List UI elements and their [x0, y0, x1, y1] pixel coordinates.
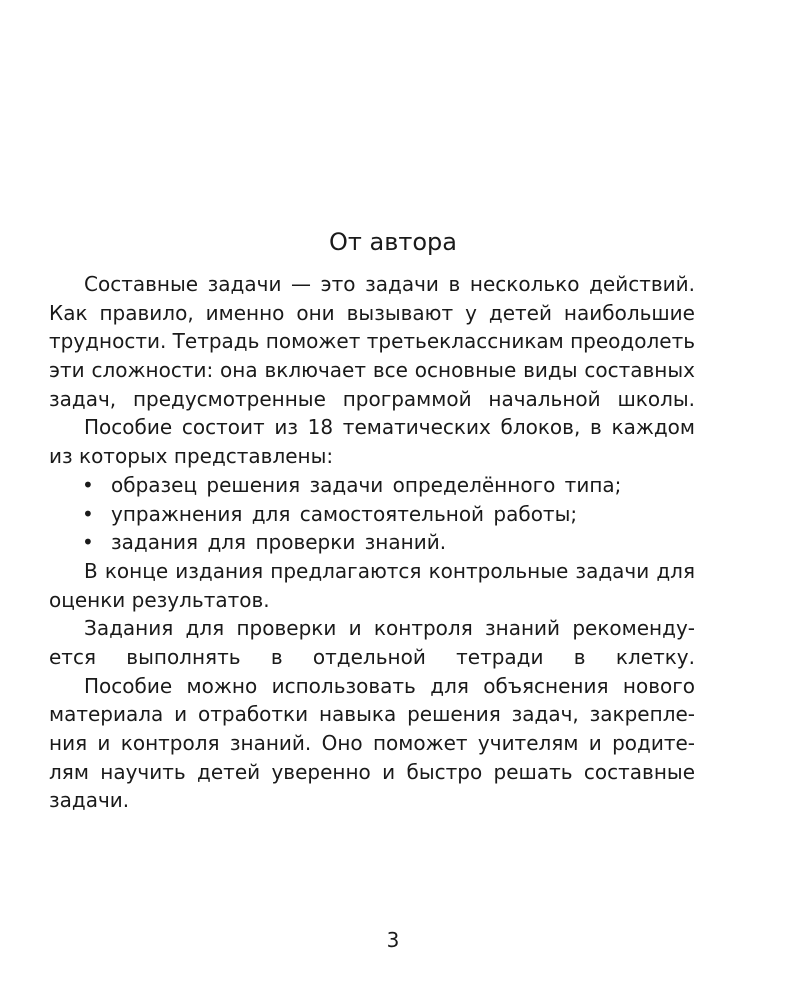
bullet-list [49, 471, 695, 557]
page-title: От автора [329, 228, 457, 256]
text-line: Задания для проверки и контроля знаний рекоменду- [84, 616, 695, 641]
list-item [49, 500, 695, 529]
text-line: ется выполнять в отдельной тетради в клетку. [49, 644, 695, 669]
paragraph-control-tasks [49, 557, 695, 614]
text-line: задач, предусмотренные программой начальной школы. [49, 386, 695, 411]
text-line: Составные задачи — это задачи в несколько действий. [84, 272, 695, 296]
list-item [49, 528, 695, 557]
text-line: Пособие состоит из 18 тематических блоков, в каждом [84, 415, 695, 440]
text-line: Пособие можно использовать для объяснения нового [84, 673, 695, 698]
text-line: Как правило, именно они вызывают у детей наибольшие [49, 300, 695, 325]
paragraph-structure [49, 413, 695, 470]
paragraph-recommendation [49, 614, 695, 671]
list-item-text: образец решения задачи определённого типа; [111, 472, 622, 497]
text-line: из которых представлены: [49, 444, 334, 469]
text-line: В конце издания предлагаются контрольные задачи для [84, 558, 695, 583]
paragraph-usage [49, 672, 695, 815]
bullet-marker: • [82, 472, 94, 497]
body-text [49, 270, 695, 815]
text-line: ния и контроля знаний. Оно поможет учителям и родите- [49, 731, 695, 755]
bullet-marker: • [82, 501, 94, 526]
text-line: трудности. Тетрадь поможет третьеклассникам преодолеть [49, 329, 696, 354]
list-item [49, 471, 695, 500]
text-line: оценки результатов. [49, 587, 270, 612]
list-item-text: задания для проверки знаний. [111, 530, 447, 555]
list-item-text: упражнения для самостоятельной работы; [111, 501, 578, 526]
bullet-marker: • [82, 530, 94, 555]
paragraph-intro [49, 270, 695, 413]
text-line: задачи. [49, 788, 130, 813]
text-line: материала и отработки навыка решения задач, закрепле- [49, 702, 695, 727]
text-line: эти сложности: она включает все основные виды составных [49, 358, 695, 383]
page-number: 3 [386, 928, 400, 952]
text-line: лям научить детей уверенно и быстро решать составные [49, 759, 695, 784]
